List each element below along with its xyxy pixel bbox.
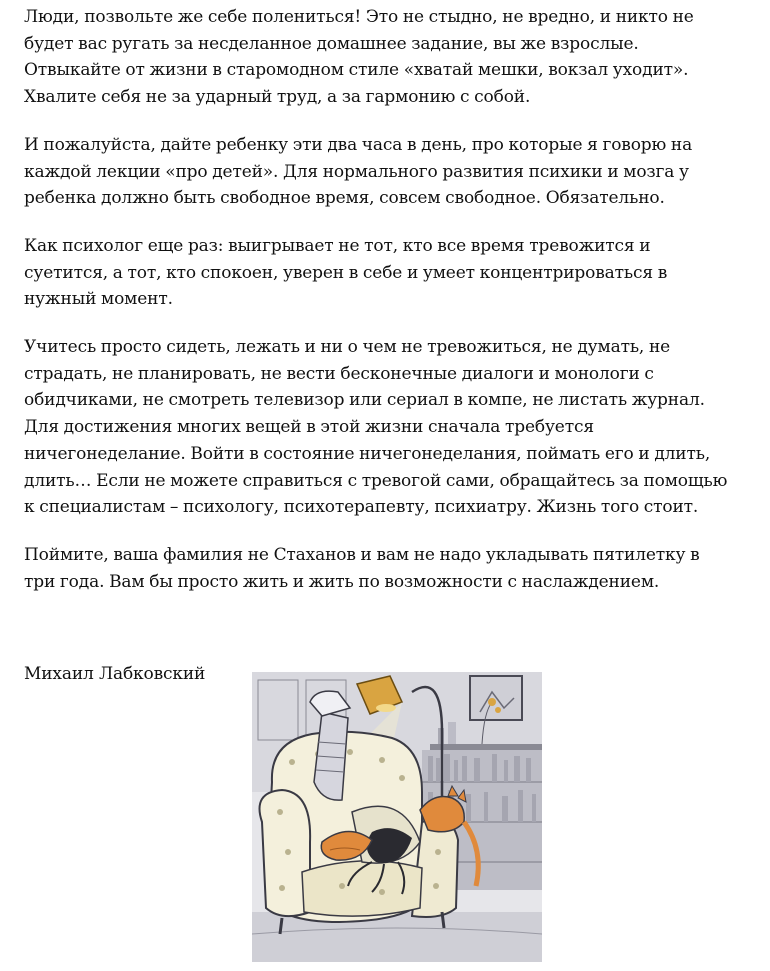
text-line: ничегонеделание. Войти в состояние ничегонеделания, поймать его и длить,	[24, 443, 711, 464]
text-line: Для достижения многих вещей в этой жизни сначала требуется	[24, 417, 594, 438]
text-line: Как психолог еще раз: выигрывает не тот, кто все время тревожится и	[24, 235, 651, 256]
author-signature: Михаил Лабковский	[24, 664, 206, 684]
paragraph-1	[24, 4, 754, 111]
paragraph-3	[24, 233, 754, 313]
text-line: И пожалуйста, дайте ребенку эти два часа в день, про которые я говорю на	[24, 134, 693, 155]
text-line: каждой лекции «про детей». Для нормального развития психики и мозга у	[24, 161, 689, 182]
paragraph-4	[24, 334, 754, 521]
text-line: к специалистам – психологу, психотерапевту, психиатру. Жизнь того стоит.	[24, 497, 699, 518]
text-line: страдать, не планировать, не вести бесконечные диалоги и монологи с	[24, 363, 654, 384]
article-body	[24, 4, 754, 616]
shelf	[430, 744, 542, 750]
text-line: три года. Вам бы просто жить и жить по возможности с наслаждением.	[24, 571, 660, 592]
text-line: ребенка должно быть свободное время, совсем свободное. Обязательно.	[24, 188, 665, 209]
text-line: нужный момент.	[24, 289, 173, 310]
text-line: Хвалите себя не за ударный труд, а за гармонию с собой.	[24, 87, 531, 108]
paragraph-2	[24, 132, 754, 212]
text-line: Люди, позвольте же себе полениться! Это не стыдно, не вредно, и никто не	[24, 7, 694, 27]
text-line: Поймите, ваша фамилия не Стаханов и вам не надо укладывать пятилетку в	[24, 544, 700, 565]
text-line: будет вас ругать за несделанное домашнее задание, вы же взрослые.	[24, 33, 639, 54]
text-line: Учитесь просто сидеть, лежать и ни о чем не тревожиться, не думать, не	[24, 337, 671, 358]
text-line: обидчиками, не смотреть телевизор или сериал в компе, не листать журнал.	[24, 390, 705, 411]
text-line: Отвыкайте от жизни в старомодном стиле «хватай мешки, вокзал уходит».	[24, 60, 689, 81]
armchair-illustration	[252, 672, 542, 962]
paragraph-5	[24, 542, 754, 595]
text-line: суетится, а тот, кто спокоен, уверен в себе и умеет концентрироваться в	[24, 262, 668, 283]
text-line: длить… Если не можете справиться с тревогой сами, обращайтесь за помощью	[24, 470, 728, 491]
floor	[252, 912, 542, 962]
